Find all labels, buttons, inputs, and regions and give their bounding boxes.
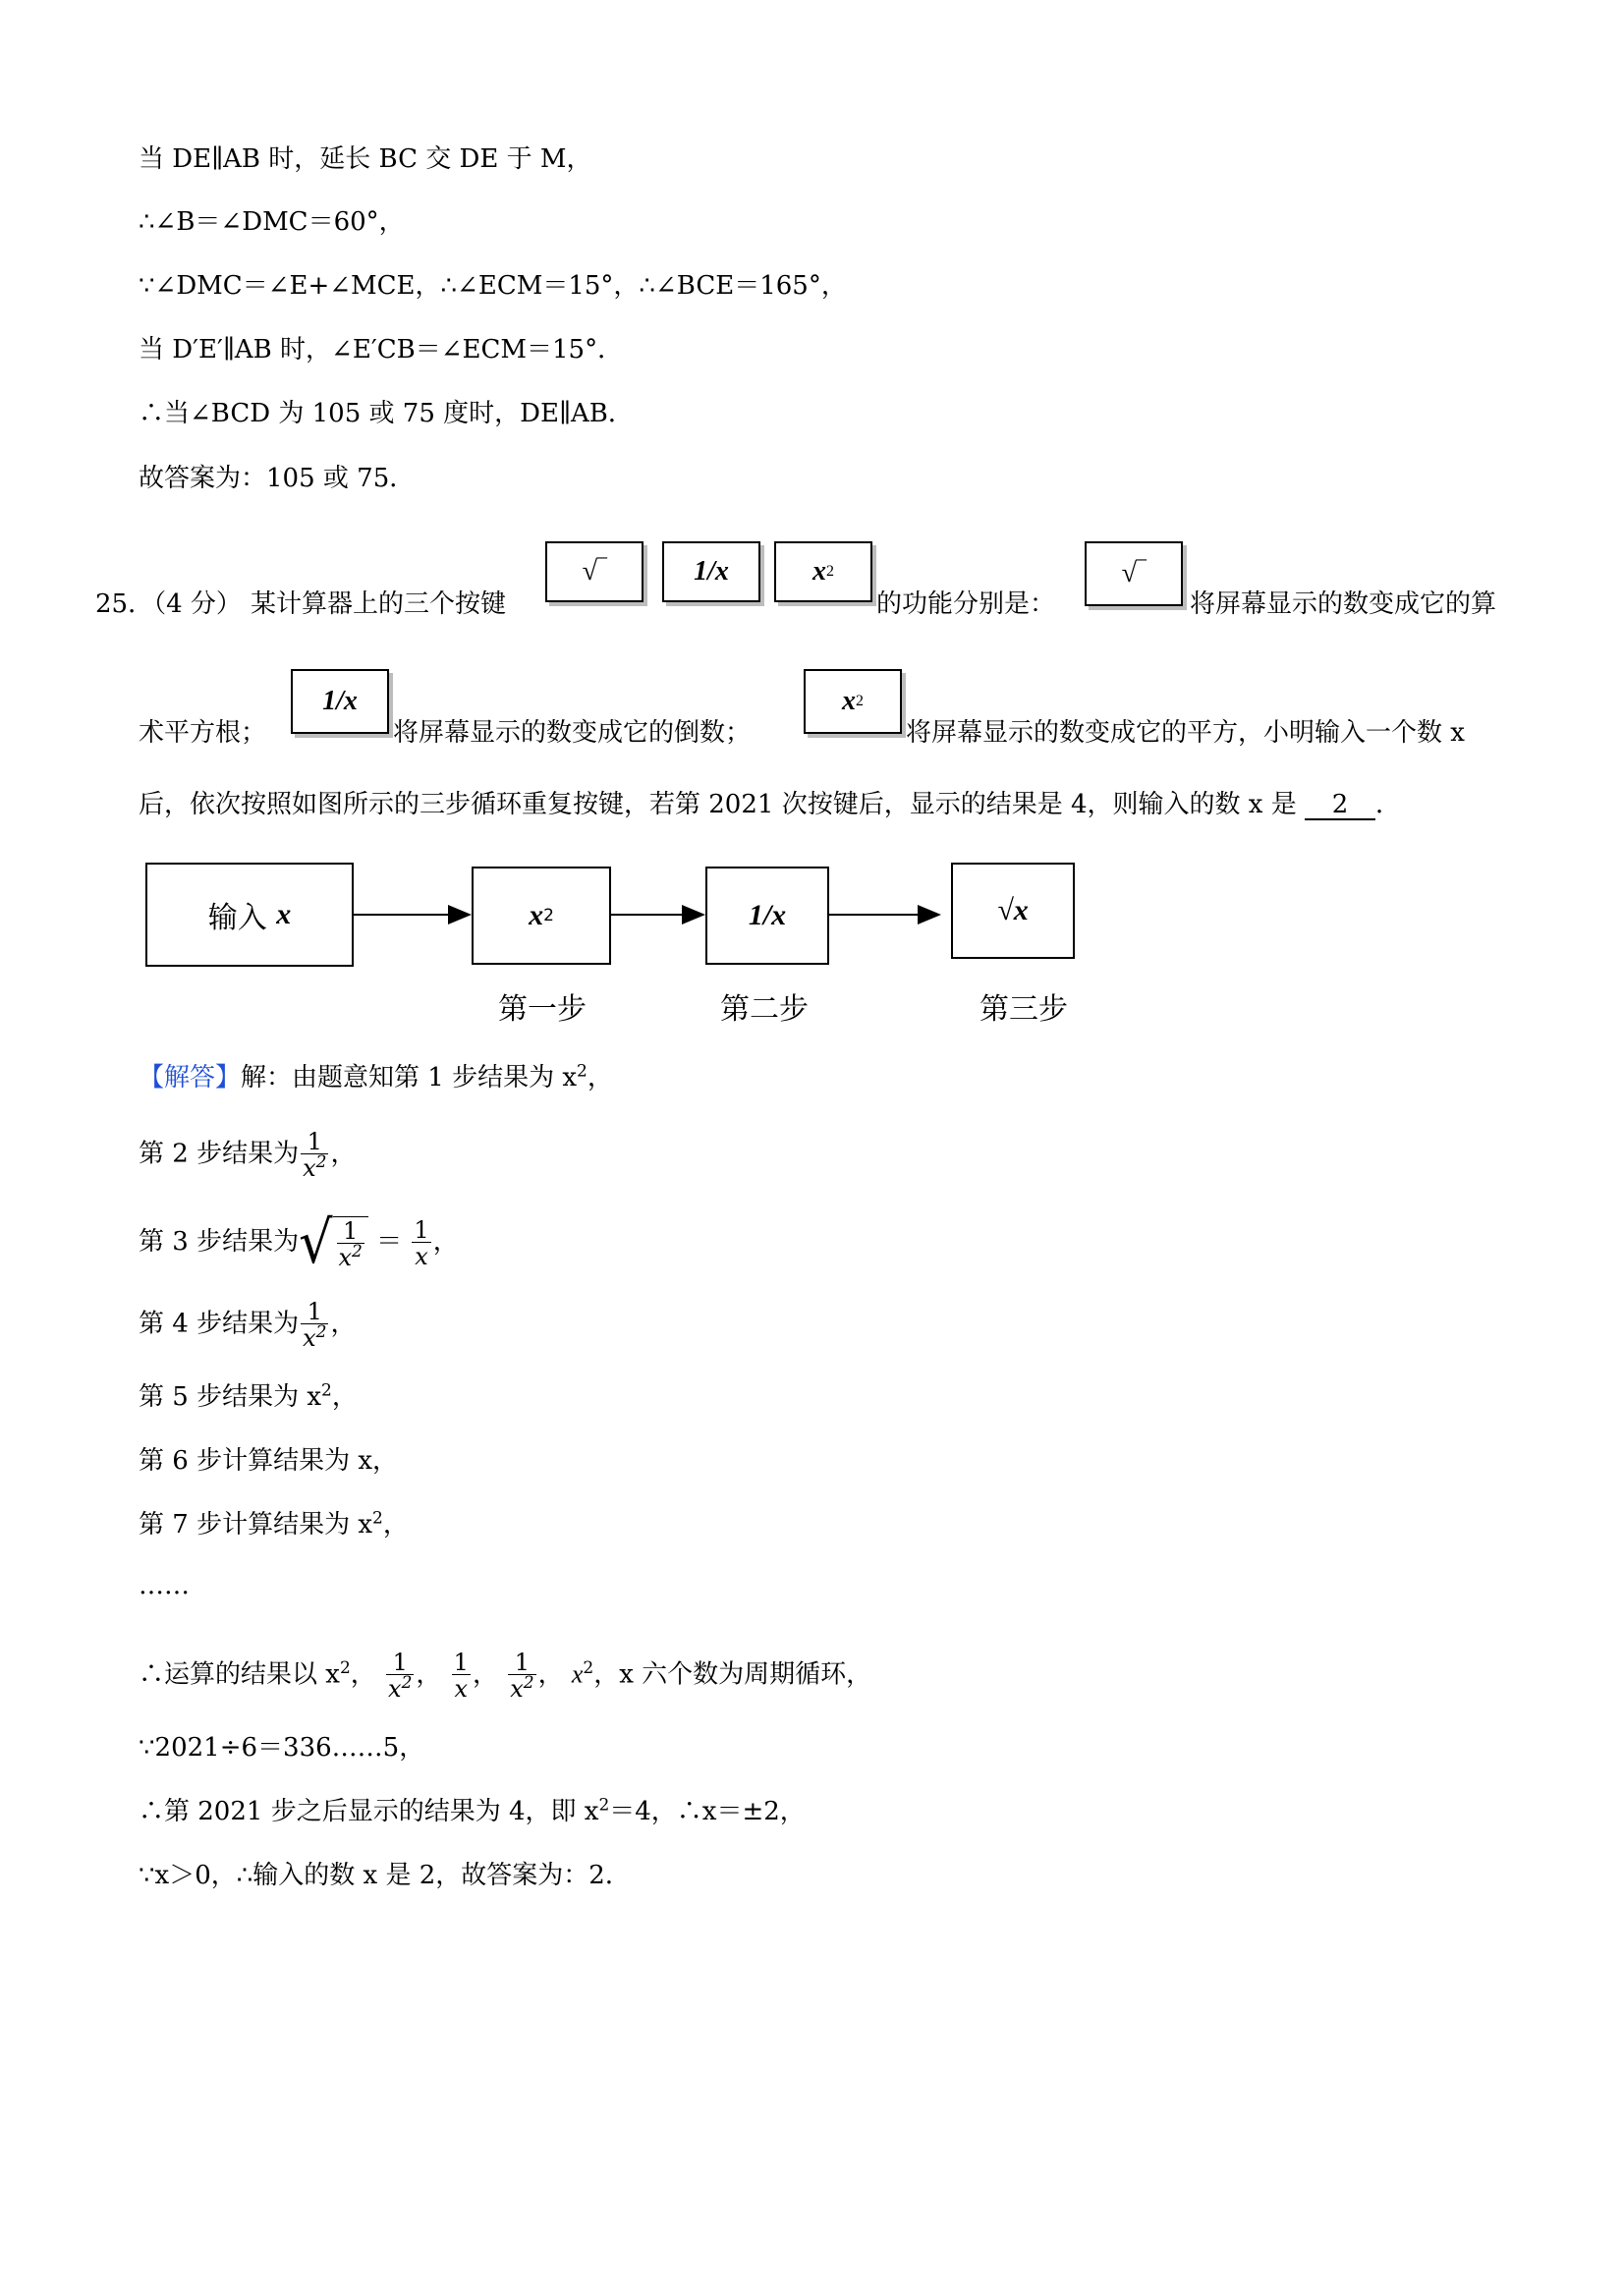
step3-label: 第三步 bbox=[979, 992, 1068, 1027]
question-intro: 某计算器上的三个按键 bbox=[251, 589, 507, 619]
prev-line-2: ∴∠B＝∠DMC＝60°， bbox=[139, 207, 405, 237]
answer-final: ∵x＞0，∴输入的数 x 是 2，故答案为：2． bbox=[139, 1861, 631, 1890]
answer-line-7: 第 7 步计算结果为 $x^2$， bbox=[139, 1508, 409, 1540]
answer-division: ∵2021÷6＝336……5， bbox=[139, 1733, 425, 1763]
answer-step1: 解：由题意知第 1 步结果为 x bbox=[241, 1063, 578, 1092]
flow-step2-label: 1/x bbox=[748, 899, 787, 931]
flow-input-label: 输入 bbox=[207, 901, 267, 935]
flow-step3-box bbox=[951, 863, 1075, 959]
answer-cycle-b: x 六个数为周期循环， bbox=[619, 1659, 872, 1690]
answer-line-6: 第 6 步计算结果为 x， bbox=[139, 1446, 398, 1476]
answer-step5: 第 5 步结果为 x bbox=[139, 1382, 321, 1412]
answer-result-a: ∴第 2021 步之后显示的结果为 4，即 x bbox=[139, 1797, 599, 1826]
flow-step3-label: √x bbox=[997, 894, 1029, 926]
answer-result: ∴第 2021 步之后显示的结果为 4，即 $x^2=4$，∴x＝±2， bbox=[139, 1795, 806, 1826]
prev-line-3: ∵∠DMC＝∠E+∠MCE，∴∠ECM＝15°，∴∠BCE＝165°， bbox=[139, 271, 847, 301]
square-key-inline-base: x bbox=[842, 686, 856, 716]
square-key-base: x bbox=[812, 556, 826, 587]
answer-cycle: ∴运算的结果以 $x^2$， $\frac{1}{x^2}$ ， $\frac{1}{x}$ ， $\frac{1}{x^2}$ ， $x^2$，x 六个数为周期循环， bbox=[139, 1649, 872, 1703]
question-after-keys: 的功能分别是： bbox=[876, 589, 1056, 619]
answer-step4: 第 4 步结果为 bbox=[139, 1309, 300, 1339]
square-description: 将屏幕显示的数变成它的平方，小明输入一个数 x bbox=[906, 718, 1465, 748]
flow-step1-box: x 2 bbox=[472, 867, 611, 965]
prev-line-1: 当 DE∥AB 时，延长 BC 交 DE 于 M， bbox=[139, 144, 592, 174]
answer-blank: 2 bbox=[1305, 791, 1375, 820]
step2-label: 第二步 bbox=[720, 992, 809, 1027]
sqrt-description-b: 术平方根； bbox=[139, 718, 267, 748]
answer-step7: 第 7 步计算结果为 x bbox=[139, 1510, 372, 1540]
answer-result-b: ＝4，∴x＝±2， bbox=[609, 1797, 806, 1826]
answer-line-3: 第 3 步结果为 √ $\frac{1}{x^2}$ ＝ $\frac{1}{x}$ ， bbox=[139, 1207, 459, 1277]
reciprocal-key-label: 1/x bbox=[694, 556, 729, 587]
step1-label: 第一步 bbox=[498, 992, 587, 1027]
sqrt-key-inline-label: √‾ bbox=[1121, 558, 1147, 588]
sqrt-key-label: √‾ bbox=[582, 556, 607, 587]
question-end: ． bbox=[1374, 790, 1401, 819]
answer-line-2: 第 2 步结果为 $\frac{1}{x^2}$ ， bbox=[139, 1128, 357, 1182]
question-number: 25．（4 分） bbox=[95, 589, 242, 619]
answer-line-4: 第 4 步结果为 $\frac{1}{x^2}$ ， bbox=[139, 1298, 357, 1352]
prev-line-6: 故答案为：105 或 75． bbox=[139, 464, 416, 493]
answer-step2: 第 2 步结果为 bbox=[139, 1139, 300, 1169]
answer-step3: 第 3 步结果为 bbox=[139, 1227, 300, 1257]
reciprocal-key-inline-label: 1/x bbox=[322, 686, 358, 716]
answer-tag: 【解答】 bbox=[139, 1063, 242, 1092]
flow-input-box bbox=[145, 863, 354, 967]
answer-line-5: 第 5 步结果为 $x^2$， bbox=[139, 1380, 358, 1412]
prev-line-4: 当 D′E′∥AB 时，∠E′CB＝∠ECM＝15°． bbox=[139, 335, 624, 364]
reciprocal-description: 将屏幕显示的数变成它的倒数； bbox=[393, 718, 752, 748]
question-body: 后，依次按照如图所示的三步循环重复按键，若第 2021 次按键后，显示的结果是 4，则输入的数 x 是 bbox=[139, 790, 1297, 819]
answer-line-1: 【解答】解：由题意知第 1 步结果为 $x^2$， bbox=[139, 1061, 613, 1092]
answer-dots: …… bbox=[139, 1571, 190, 1600]
flow-input-var: x bbox=[276, 898, 292, 930]
flow-step1-base: x bbox=[529, 899, 544, 931]
flow-step2-box bbox=[705, 867, 829, 965]
prev-line-5: ∴当∠BCD 为 105 或 75 度时，DE∥AB． bbox=[139, 399, 634, 428]
sqrt-description-a: 将屏幕显示的数变成它的算 bbox=[1190, 589, 1497, 619]
square-key: x 2 bbox=[774, 541, 872, 602]
answer-cycle-a: ∴运算的结果以 x bbox=[139, 1659, 340, 1690]
square-key-inline: x 2 bbox=[804, 669, 902, 734]
